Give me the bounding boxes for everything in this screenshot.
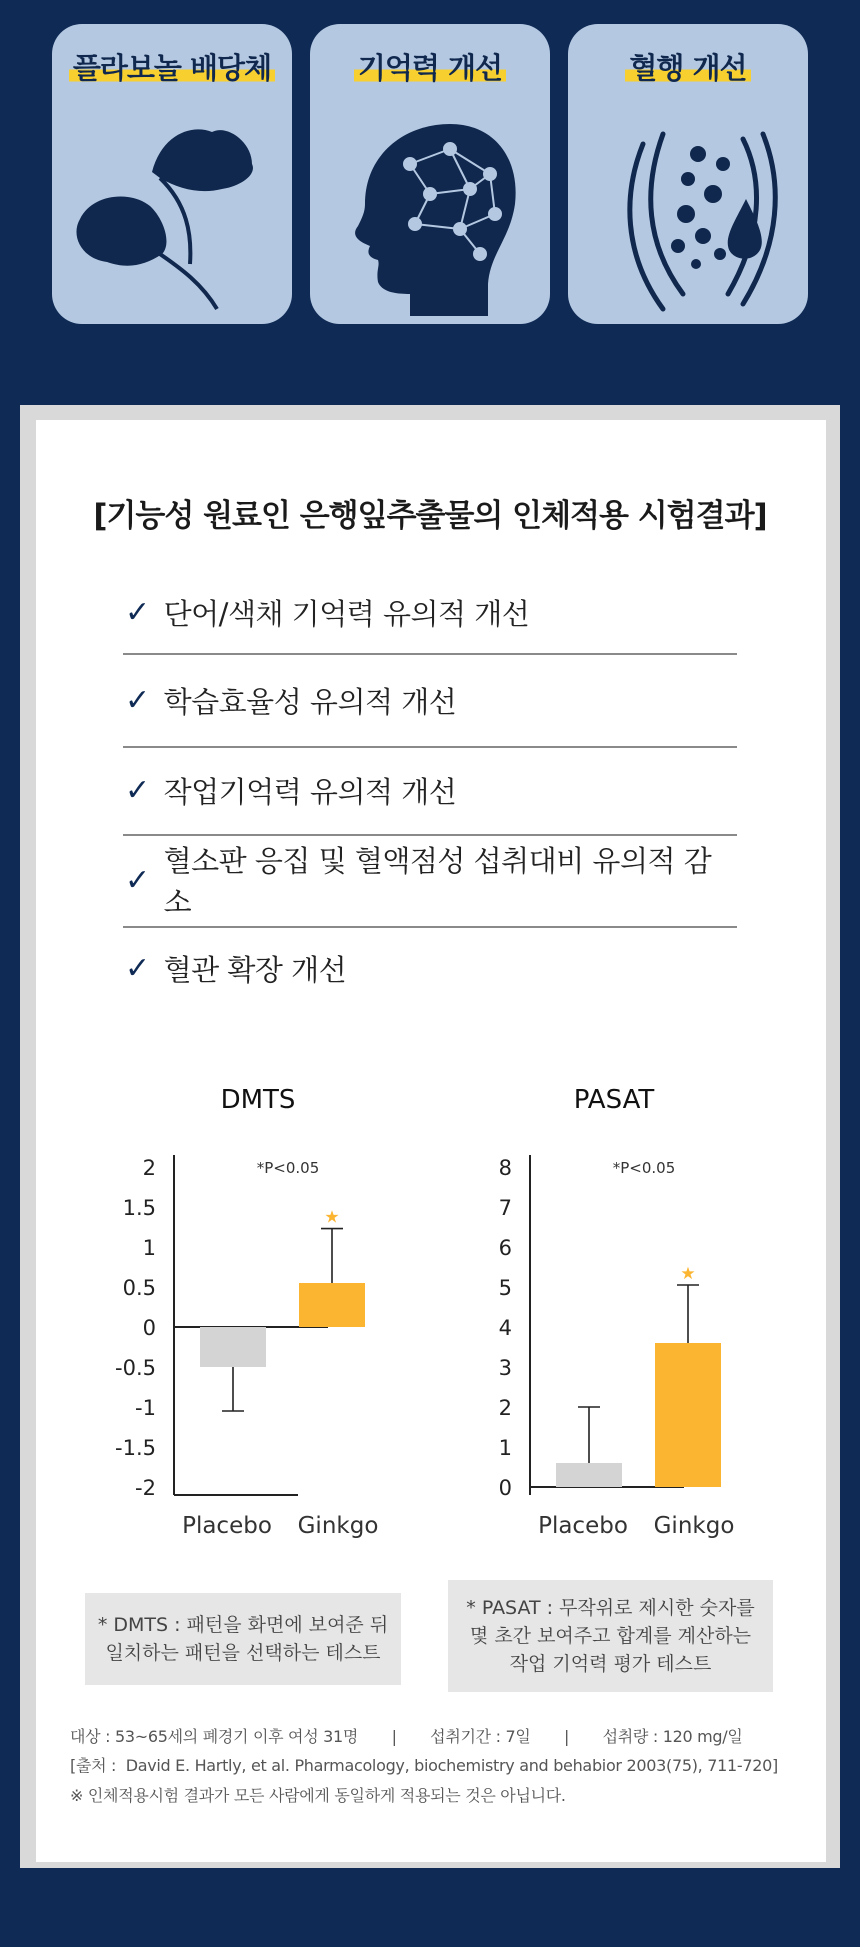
checklist-item: [123, 746, 737, 834]
tile-title: 플라보놀 배당체: [52, 46, 292, 87]
y-tick-label: 0: [142, 1316, 156, 1340]
checklist-item-label: 단어/색채 기억력 유의적 개선: [163, 596, 530, 631]
pasat-note: [448, 1580, 773, 1692]
checklist-item-label: 학습효율성 유의적 개선: [163, 684, 457, 719]
checklist-item-label: 작업기억력 유의적 개선: [163, 774, 457, 809]
y-tick-label: 2: [142, 1156, 156, 1180]
y-tick-label: 1: [498, 1436, 512, 1460]
note-line: 작업 기억력 평가 테스트: [509, 1653, 712, 1675]
note-line: 몇 초간 보여주고 합계를 계산하는: [469, 1625, 752, 1647]
tile-flavonol: [52, 24, 292, 324]
checklist-item-label: 혈소판 응집 및 혈액점성 섭취대비 유의적 감소: [163, 844, 712, 919]
pasat-chart-svg: [434, 1145, 735, 1625]
y-tick-label: -0.5: [115, 1356, 156, 1380]
y-tick-label: -1.5: [115, 1436, 156, 1460]
y-tick-label: 7: [498, 1196, 512, 1220]
x-category-label: Ginkgo: [653, 1513, 735, 1539]
y-tick-label: 6: [498, 1236, 512, 1260]
significance-annotation: *P<0.05: [612, 1159, 676, 1177]
y-tick-label: 8: [498, 1156, 512, 1180]
note-line: 일치하는 패턴을 선택하는 테스트: [105, 1642, 381, 1664]
x-category-label: Placebo: [538, 1513, 628, 1539]
x-category-label: Placebo: [182, 1513, 272, 1539]
bar-placebo: [200, 1327, 266, 1367]
note-line: * PASAT : 무작위로 제시한 숫자를: [466, 1597, 755, 1619]
tile-title: 혈행 개선: [568, 46, 808, 87]
significance-star-icon: ★: [324, 1207, 340, 1228]
checklist-item: [123, 568, 737, 656]
check-icon: ✓: [125, 950, 150, 986]
brain-network-icon: [310, 94, 550, 324]
y-tick-label: 4: [498, 1316, 512, 1340]
bar-ginkgo: [299, 1283, 365, 1327]
chart-title: DMTS: [220, 1085, 296, 1115]
note-line: * DMTS : 패턴을 화면에 보여준 뒤: [97, 1614, 389, 1636]
y-tick-label: 0.5: [122, 1276, 156, 1300]
significance-annotation: *P<0.05: [256, 1159, 320, 1177]
tile-title: 기억력 개선: [310, 46, 550, 87]
ginkgo-leaf-icon: [52, 94, 292, 324]
study-info: 대상 : 53~65세의 폐경기 이후 여성 31명 | 섭취기간 : 7일 | 섭취량 : 120 mg/일: [70, 1727, 743, 1746]
disclaimer: ※ 인체적용시험 결과가 모든 사람에게 동일하게 적용되는 것은 아닙니다.: [70, 1786, 566, 1805]
y-tick-label: -2: [135, 1476, 156, 1500]
y-tick-label: 2: [498, 1396, 512, 1420]
results-heading: [기능성 원료인 은행잎추출물의 인체적용 시험결과]: [93, 498, 767, 534]
checklist-item-label: 혈관 확장 개선: [163, 952, 347, 987]
check-icon: ✓: [125, 682, 150, 718]
significance-star-icon: ★: [680, 1264, 696, 1284]
y-tick-label: 3: [498, 1356, 512, 1380]
y-tick-label: 1: [142, 1236, 156, 1260]
tile-blood-flow: [568, 24, 808, 324]
divider: [123, 653, 737, 655]
bar-placebo: [556, 1463, 622, 1487]
dmts-chart-svg: [78, 1145, 379, 1625]
x-category-label: Ginkgo: [297, 1513, 379, 1539]
checklist-item: [123, 836, 737, 924]
tile-memory: [310, 24, 550, 324]
checklist-item: [123, 924, 737, 1012]
y-tick-label: 5: [498, 1276, 512, 1300]
check-icon: ✓: [125, 862, 150, 898]
check-icon: ✓: [125, 772, 150, 808]
blood-flow-icon: [568, 94, 808, 324]
checklist-item: [123, 656, 737, 744]
dmts-note: [85, 1593, 401, 1685]
chart-title: PASAT: [573, 1085, 655, 1115]
y-tick-label: 1.5: [122, 1196, 156, 1220]
bar-ginkgo: [655, 1343, 721, 1487]
y-tick-label: -1: [135, 1396, 156, 1420]
y-tick-label: 0: [498, 1476, 512, 1500]
source-citation: [출처 : David E. Hartly, et al. Pharmacology, biochemistry and behabior 2003(75), 711-720]: [70, 1756, 778, 1775]
check-icon: ✓: [125, 594, 150, 630]
